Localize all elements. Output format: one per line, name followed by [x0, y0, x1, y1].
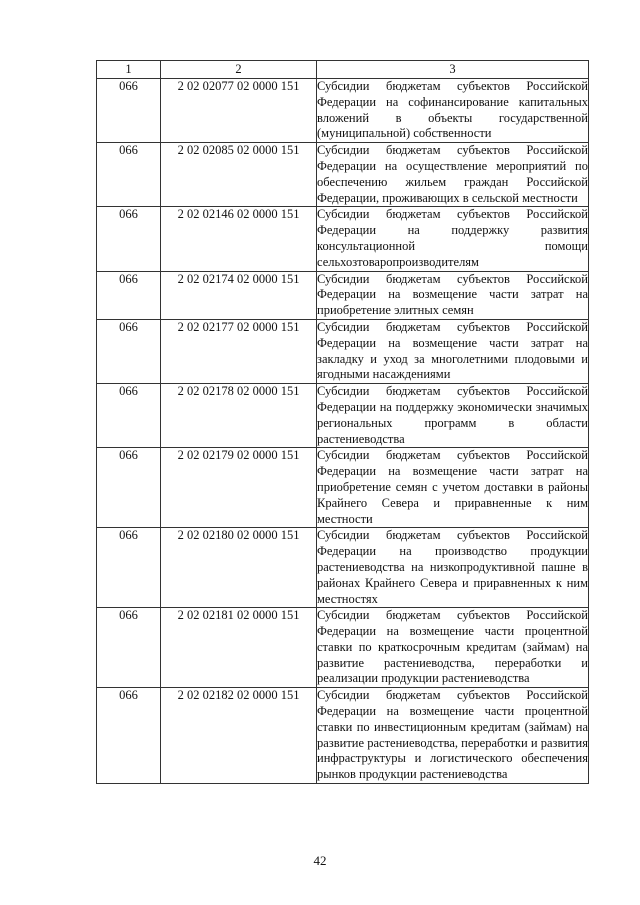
admin-code-cell: 066: [97, 143, 161, 207]
admin-code-cell: 066: [97, 271, 161, 319]
description-cell: Субсидии бюджетам субъектов Российской Федерации на поддержку экономически значимых региональных программ в области растениеводства: [317, 384, 589, 448]
admin-code-cell: 066: [97, 448, 161, 528]
admin-code-cell: 066: [97, 79, 161, 143]
admin-code-cell: 066: [97, 319, 161, 383]
table-row: [97, 384, 589, 448]
description-cell: Субсидии бюджетам субъектов Российской Федерации на производство продукции растениеводства на низкопродуктивной пашне в районах Крайнего Севера и приравненных к ним местностях: [317, 528, 589, 608]
table-row: [97, 528, 589, 608]
description-cell: Субсидии бюджетам субъектов Российской Федерации на поддержку развития консультационной помощи сельхозтоваропроизводителям: [317, 207, 589, 271]
budget-code-cell: 2 02 02182 02 0000 151: [161, 688, 317, 784]
page-number: 42: [313, 853, 327, 868]
table-row: [97, 688, 589, 784]
admin-code-cell: 066: [97, 688, 161, 784]
description-cell: Субсидии бюджетам субъектов Российской Федерации на возмещение части процентной ставки по краткосрочным кредитам (займам) на развитие растениеводства, переработки и реализации продукции растениеводства: [317, 608, 589, 688]
table-row: [97, 79, 589, 143]
budget-code-cell: 2 02 02177 02 0000 151: [161, 319, 317, 383]
table-row: [97, 448, 589, 528]
description-cell: Субсидии бюджетам субъектов Российской Федерации на софинансирование капитальных вложений в объекты государственной (муниципальной) собственности: [317, 79, 589, 143]
header-col-2: 2: [161, 61, 317, 79]
table-row: [97, 271, 589, 319]
table-row: [97, 207, 589, 271]
table-row: [97, 319, 589, 383]
budget-code-cell: 2 02 02085 02 0000 151: [161, 143, 317, 207]
budget-code-cell: 2 02 02146 02 0000 151: [161, 207, 317, 271]
budget-code-cell: 2 02 02077 02 0000 151: [161, 79, 317, 143]
description-cell: Субсидии бюджетам субъектов Российской Федерации на возмещение части затрат на приобретение семян с учетом доставки в районы Крайнего Севера и приравненные к ним местности: [317, 448, 589, 528]
header-row: [97, 61, 589, 79]
header-col-3: 3: [317, 61, 589, 79]
header-col-1: 1: [97, 61, 161, 79]
budget-codes-table: [96, 60, 589, 784]
description-cell: Субсидии бюджетам субъектов Российской Федерации на возмещение части затрат на закладку и уход за многолетними плодовыми и ягодными насаждениями: [317, 319, 589, 383]
table-row: [97, 143, 589, 207]
admin-code-cell: 066: [97, 608, 161, 688]
admin-code-cell: 066: [97, 207, 161, 271]
budget-code-cell: 2 02 02180 02 0000 151: [161, 528, 317, 608]
description-cell: Субсидии бюджетам субъектов Российской Федерации на возмещение части затрат на приобретение элитных семян: [317, 271, 589, 319]
admin-code-cell: 066: [97, 384, 161, 448]
budget-code-cell: 2 02 02174 02 0000 151: [161, 271, 317, 319]
description-cell: Субсидии бюджетам субъектов Российской Федерации на возмещение части процентной ставки по инвестиционным кредитам (займам) на развитие растениеводства, переработки и развития инфраструктуры и логистического обеспечения рынков продукции растениеводства: [317, 688, 589, 784]
admin-code-cell: 066: [97, 528, 161, 608]
description-cell: Субсидии бюджетам субъектов Российской Федерации на осуществление мероприятий по обеспечению жильем граждан Российской Федерации, проживающих в сельской местности: [317, 143, 589, 207]
budget-code-cell: 2 02 02181 02 0000 151: [161, 608, 317, 688]
table-row: [97, 608, 589, 688]
budget-code-cell: 2 02 02178 02 0000 151: [161, 384, 317, 448]
budget-code-cell: 2 02 02179 02 0000 151: [161, 448, 317, 528]
